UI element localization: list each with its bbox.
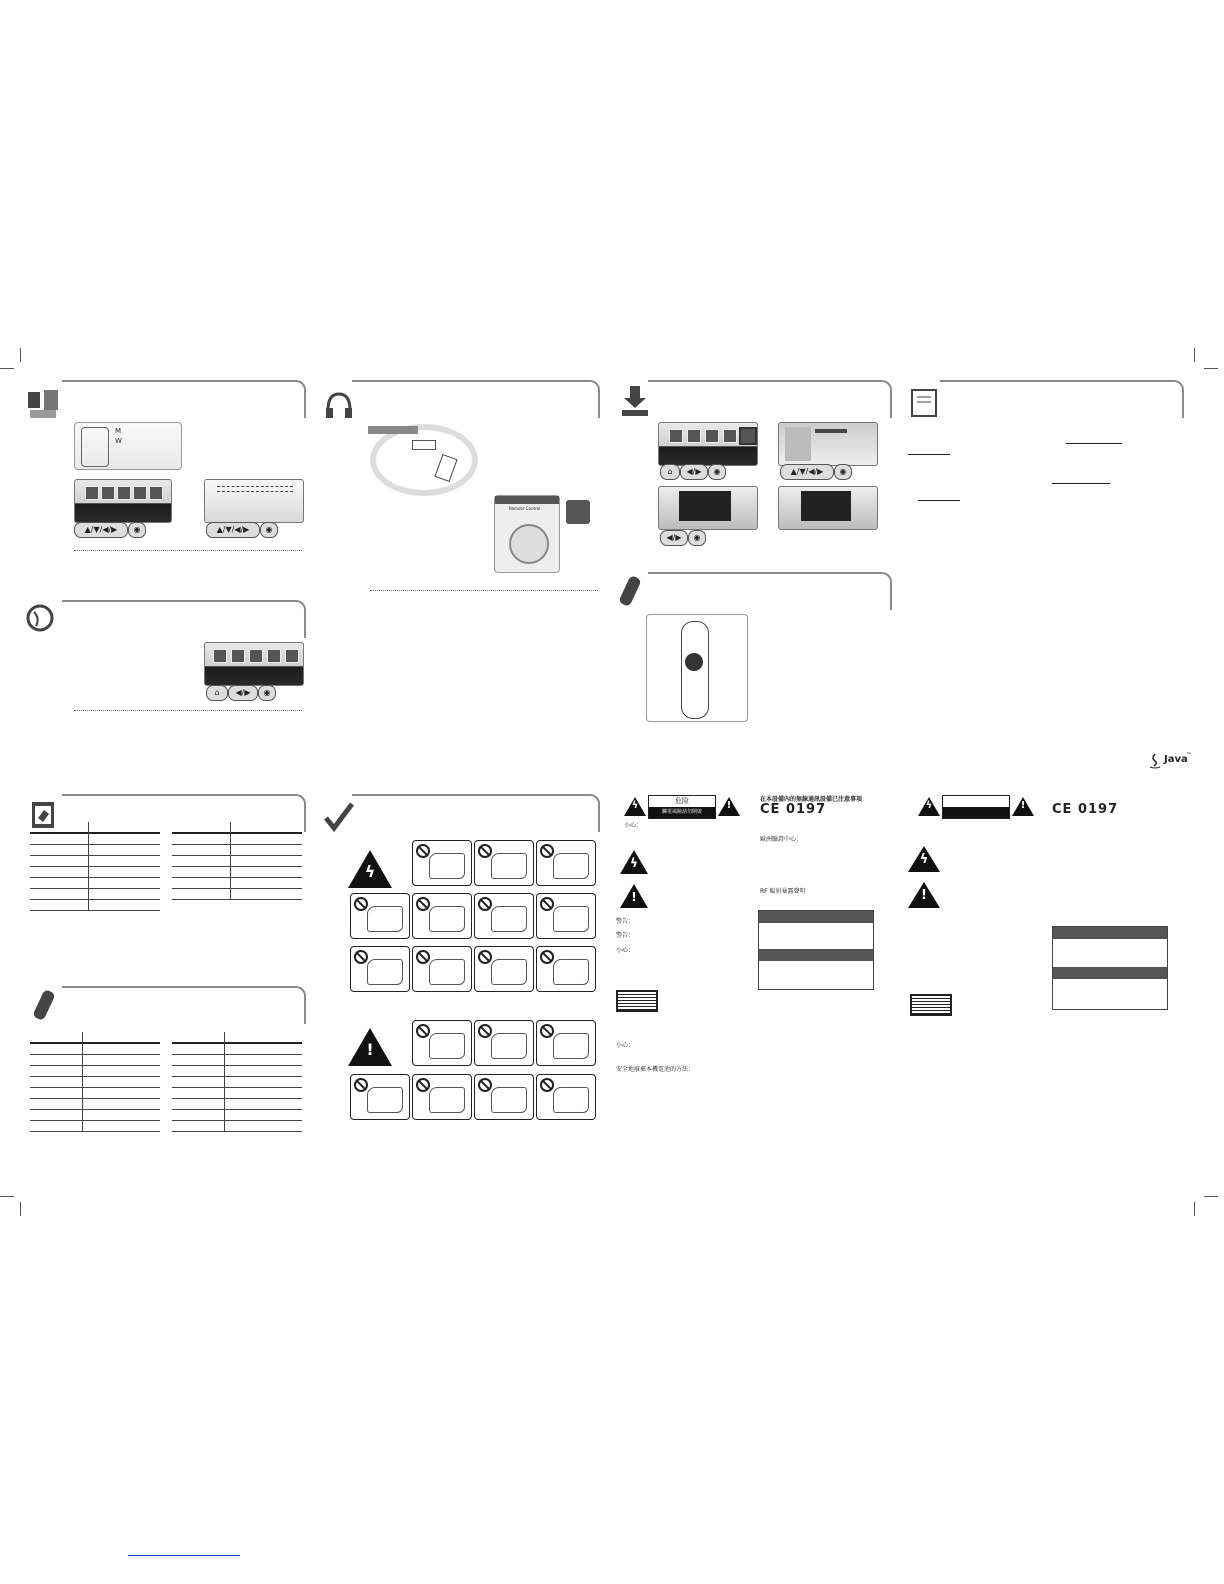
section-header-update [648, 380, 892, 418]
section-header-screen-share [62, 380, 306, 418]
prohibited-icon [478, 1078, 492, 1092]
section-header-network [62, 600, 306, 638]
battery-disposal-heading: 安全地廢棄本機電池的方法： [616, 1066, 695, 1073]
spec-table-right [172, 822, 302, 900]
phone-illustration [74, 422, 182, 470]
ce-mark-right: CE 0197 [1052, 802, 1119, 817]
wireless-notice: 在本設備內的無線通訊設備已注意事項 [760, 796, 863, 803]
prohibited-action-illustration [412, 1020, 472, 1066]
info-box-right [1052, 926, 1168, 1010]
prohibited-action-illustration [412, 1074, 472, 1120]
section-header-notes [940, 380, 1184, 418]
tv-settings-screen [658, 422, 758, 466]
warning-label-1: 警告： [616, 918, 635, 925]
tv-menu-screen [778, 422, 878, 466]
prohibited-action-illustration [536, 1074, 596, 1120]
prohibited-action-illustration [474, 840, 534, 886]
nav-keys: ◀/▶ [680, 464, 708, 480]
exclamation-icon: ! [366, 1040, 374, 1059]
tv-home-screen [74, 479, 172, 523]
prohibited-icon [416, 844, 430, 858]
ce-mark-left: CE 0197 [760, 802, 827, 817]
warning-label-2: 警告： [616, 932, 635, 939]
prohibited-action-illustration [536, 893, 596, 939]
download-icon [618, 384, 652, 418]
exclamation-icon: ! [1020, 800, 1026, 811]
crop-mark [1204, 1196, 1218, 1197]
laser-label [910, 994, 952, 1016]
prohibited-icon [478, 950, 492, 964]
section-header-remote-buttons [62, 986, 306, 1024]
phone-label-2: W [115, 437, 122, 445]
lightning-icon: ϟ [631, 800, 639, 811]
exclamation-icon: ! [631, 890, 637, 904]
screen-share-icon [26, 388, 60, 422]
section-header-safety [352, 794, 600, 832]
prohibited-action-illustration [474, 946, 534, 992]
crop-mark [1204, 368, 1218, 369]
danger-label [648, 795, 716, 819]
prohibited-icon [540, 1078, 554, 1092]
tv-home-screen [204, 642, 304, 686]
hand-tap-icon [566, 500, 590, 524]
underline-rule [908, 454, 950, 455]
rf-notice: RF 輻射暴露聲明 [760, 888, 806, 895]
nav-keys: ◀/▶ [660, 530, 688, 546]
danger-label-en [942, 795, 1010, 819]
crop-mark [20, 1202, 21, 1216]
lightning-icon: ϟ [364, 862, 376, 881]
java-wordmark: Java [1164, 754, 1188, 765]
underline-rule [1052, 483, 1110, 484]
button-table-right [172, 1032, 302, 1132]
divider [370, 590, 598, 591]
remote-hands-illustration [646, 614, 748, 722]
tv-dialog-screen [778, 486, 878, 530]
prohibited-icon [416, 1024, 430, 1038]
footer-link[interactable]: ________________________________ [128, 1548, 240, 1556]
checkmark-icon [322, 800, 356, 834]
ok-key: ◉ [688, 530, 706, 546]
laser-label [616, 990, 658, 1012]
phone-label-1: M [115, 427, 122, 435]
prohibited-action-illustration [350, 946, 410, 992]
nav-keys: ◀/▶ [228, 685, 258, 701]
nav-keys: ▲/▼/◀/▶ [74, 522, 128, 538]
nav-keys: ▲/▼/◀/▶ [206, 522, 260, 538]
java-logo [1148, 752, 1162, 774]
prohibited-icon [478, 897, 492, 911]
prohibited-icon [416, 1078, 430, 1092]
lightning-icon: ϟ [925, 800, 933, 811]
ok-key: ◉ [708, 464, 726, 480]
prohibited-icon [478, 844, 492, 858]
tv-list-screen [204, 479, 304, 523]
underline-rule [918, 500, 960, 501]
ok-key: ◉ [834, 464, 852, 480]
crop-mark [0, 1196, 14, 1197]
eu-center-label: 歐洲驗證中心： [760, 836, 803, 843]
prohibited-icon [354, 1078, 368, 1092]
prohibited-icon [416, 897, 430, 911]
java-tm: ™ [1186, 752, 1192, 759]
prohibited-action-illustration [536, 1020, 596, 1066]
ok-key: ◉ [260, 522, 278, 538]
caution-label-1: 小心： [624, 822, 643, 829]
exclamation-icon: ! [726, 800, 732, 811]
globe-icon [24, 602, 58, 636]
nav-keys: ▲/▼/◀/▶ [780, 464, 834, 480]
remote-dialog-title: Remote Control [509, 506, 541, 511]
section-header-audio [352, 380, 600, 418]
prohibited-action-illustration [536, 946, 596, 992]
lightning-icon: ϟ [919, 852, 929, 867]
info-box-left [758, 910, 874, 990]
remote-icon [614, 574, 648, 608]
prohibited-action-illustration [412, 840, 472, 886]
caution-label-3: 小心： [616, 1042, 635, 1049]
prohibited-icon [540, 950, 554, 964]
crop-mark [1194, 1202, 1195, 1216]
camera-key: ⌂ [206, 685, 228, 701]
ok-key: ◉ [128, 522, 146, 538]
caution-label-2: 小心： [616, 947, 635, 954]
wifi-illustration [370, 424, 478, 496]
button-table-left [30, 1032, 160, 1132]
prohibited-icon [478, 1024, 492, 1038]
tv-dialog-screen [658, 486, 758, 530]
exclamation-icon: ! [921, 888, 927, 903]
prohibited-icon [540, 844, 554, 858]
divider [74, 550, 302, 551]
divider [74, 710, 302, 711]
danger-title: 危险 [675, 797, 689, 805]
crop-mark [20, 348, 21, 362]
spec-table-left [30, 822, 160, 911]
prohibited-action-illustration [536, 840, 596, 886]
prohibited-action-illustration [474, 893, 534, 939]
remote-icon [28, 988, 62, 1022]
prohibited-action-illustration [350, 1074, 410, 1120]
prohibited-action-illustration [412, 893, 472, 939]
crop-mark [1194, 348, 1195, 362]
document-icon [908, 386, 942, 420]
prohibited-icon [354, 950, 368, 964]
section-header-remote [648, 572, 892, 610]
prohibited-icon [354, 897, 368, 911]
prohibited-icon [416, 950, 430, 964]
ok-key: ◉ [258, 685, 276, 701]
headphones-icon [322, 388, 356, 422]
remote-app-dialog [494, 495, 560, 573]
lightning-icon: ϟ [630, 856, 638, 870]
prohibited-action-illustration [412, 946, 472, 992]
prohibited-action-illustration [474, 1020, 534, 1066]
prohibited-icon [540, 897, 554, 911]
prohibited-icon [540, 1024, 554, 1038]
crop-mark [0, 368, 14, 369]
prohibited-action-illustration [350, 893, 410, 939]
prohibited-action-illustration [474, 1074, 534, 1120]
camera-key: ⌂ [660, 464, 680, 480]
danger-subtitle: 觸電風險請勿開啟 [649, 807, 715, 818]
underline-rule [1066, 443, 1122, 444]
